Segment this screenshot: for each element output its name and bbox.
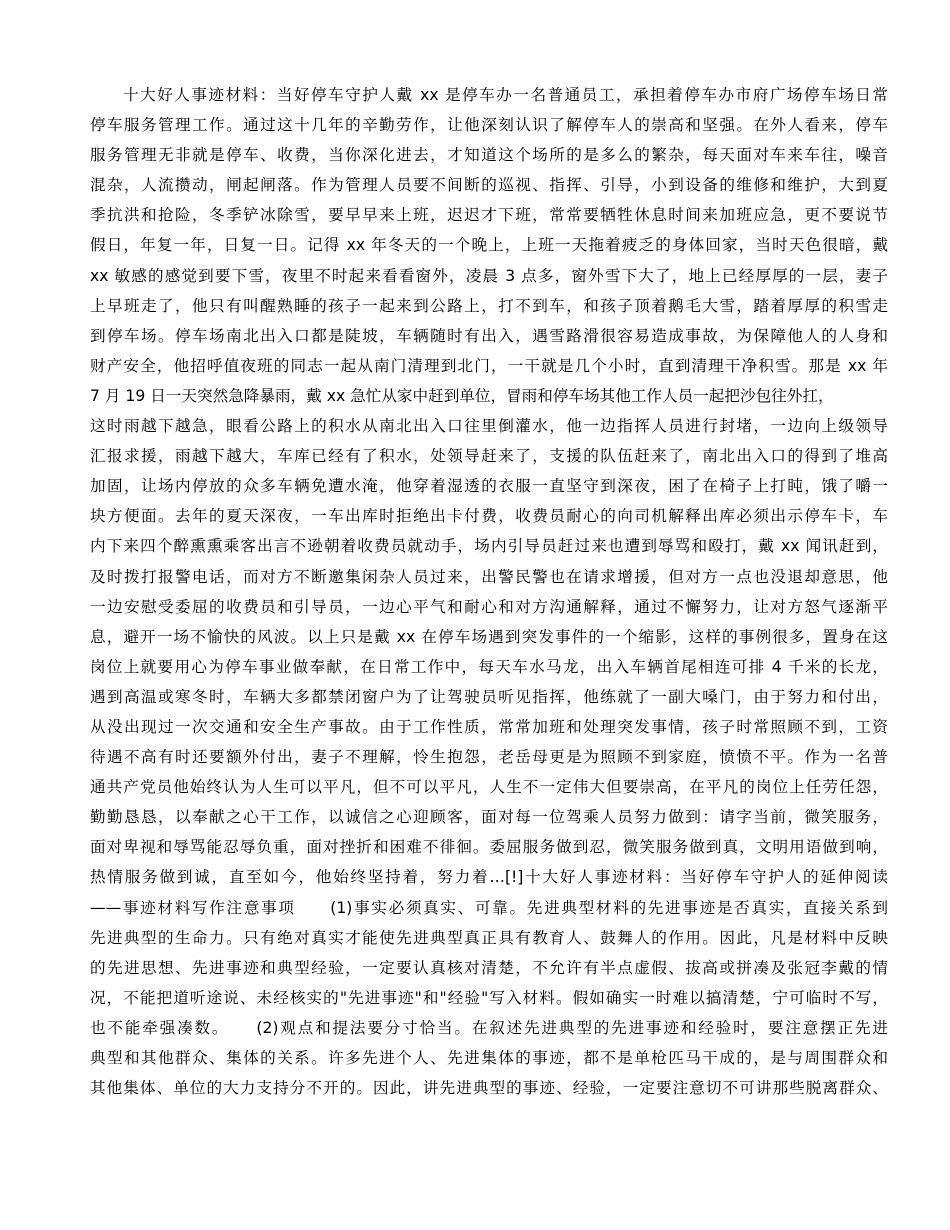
text-line: 7 月 19 日一天突然急降暴雨，戴 xx 急忙从家中赶到单位，冒雨和停车场其他工作人员一起把沙包往外扛， bbox=[90, 386, 834, 405]
text-line: 勤勤恳恳，以奉献之心干工作，以诚信之心迎顾客，面对每一位驾乘人员努力做到：请字当前，微笑服务， bbox=[90, 808, 888, 827]
text-line: 典型和其他群众、集体的关系。许多先进个人、先进集体的事迹，都不是单枪匹马干成的，是与周围群众和 bbox=[90, 1049, 888, 1067]
text-line: 内下来四个醉熏熏乘客出言不逊朝着收费员就动手，场内引导员赶过来也遭到辱骂和殴打，戴 xx 闻讯赶到， bbox=[90, 537, 888, 556]
text-line: 的先进思想、先进事迹和典型经验，一定要认真核对清楚，不允许有半点虚假、拔高或拼凑及张冠李戴的情 bbox=[90, 958, 888, 977]
text-line: 热情服务做到诚，直至如今，他始终坚持着，努力着…[!]十大好人事迹材料：当好停车守护人的延伸阅读 bbox=[90, 868, 888, 887]
text-line: 况，不能把道听途说、未经核实的"先进事迹"和"经验"写入材料。假如确实一时难以搞清楚，宁可临时不写， bbox=[90, 988, 888, 1007]
text-line: 面对卑视和辱骂能忍辱负重，面对挫折和困难不徘徊。委屈服务做到忍，微笑服务做到真，文明用语做到响， bbox=[90, 838, 888, 857]
text-line: 假日，年复一年，日复一日。记得 xx 年冬天的一个晚上，上班一天拖着疲乏的身体回家，当时天色很暗，戴 bbox=[90, 236, 888, 255]
text-line: 先进典型的生命力。只有绝对真实才能使先进典型真正具有教育人、鼓舞人的作用。因此，凡是材料中反映 bbox=[90, 928, 888, 947]
text-line: 服务管理无非就是停车、收费，当你深化进去，才知道这个场所的是多么的繁杂，每天面对车来车往，噪音 bbox=[90, 146, 888, 165]
text-line: 及时拨打报警电话，而对方不断邀集闲杂人员过来，出警民警也在请求增援，但对方一点也没退却意思，他 bbox=[90, 567, 888, 586]
text-line: 块方便面。去年的夏天深夜，一车出库时拒绝出卡付费，收费员耐心的向司机解释出库必须出示停车卡，车 bbox=[90, 507, 888, 526]
text-line: 岗位上就要用心为停车事业做奉献，在日常工作中，每天车水马龙，出入车辆首尾相连可排 4 千米的长龙， bbox=[90, 657, 888, 676]
text-line: 财产安全，他招呼值夜班的同志一起从南门清理到北门，一干就是几个小时，直到清理干净积雪。那是 xx 年 bbox=[90, 356, 888, 375]
text-line: 一边安慰受委屈的收费员和引导员，一边心平气和耐心和对方沟通解释，通过不懈努力，让对方怒气逐渐平 bbox=[90, 597, 888, 616]
text-line: 也不能牵强凑数。 (2)观点和提法要分寸恰当。在叙述先进典型的先进事迹和经验时，要注意摆正先进 bbox=[90, 1018, 888, 1037]
text-line: 汇报求援，雨越下越大，车库已经有了积水，处领导赶来了，支援的队伍赶来了，南北出入口的得到了堆高 bbox=[90, 447, 888, 466]
text-line: 十大好人事迹材料：当好停车守护人戴 xx 是停车办一名普通员工，承担着停车办市府广场停车场日常 bbox=[123, 86, 888, 104]
text-line: 停车服务管理工作。通过这十几年的辛勤劳作，让他深刻认识了解停车人的崇高和坚强。在外人看来，停车 bbox=[90, 116, 888, 135]
text-line: 息，避开一场不愉快的风波。以上只是戴 xx 在停车场遇到突发事件的一个缩影，这样的事例很多，置身在这 bbox=[90, 627, 888, 646]
document-body bbox=[90, 80, 888, 1103]
text-line: 待遇不高有时还要额外付出，妻子不理解，怜生抱怨，老岳母更是为照顾不到家庭，愤愤不平。作为一名普 bbox=[90, 748, 888, 767]
text-line: 遇到高温或寒冬时，车辆大多都禁闭窗户为了让驾驶员听见指挥，他练就了一副大嗓门，由于努力和付出， bbox=[90, 687, 888, 706]
text-line: 上早班走了，他只有叫醒熟睡的孩子一起来到公路上，打不到车，和孩子顶着鹅毛大雪，踏着厚厚的积雪走 bbox=[90, 296, 888, 315]
text-line: 混杂，人流攒动，闸起闸落。作为管理人员要不间断的巡视、指挥、引导，小到设备的维修和维护，大到夏 bbox=[90, 176, 888, 195]
text-line: 到停车场。停车场南北出入口都是陡坡，车辆随时有出入，遇雪路滑很容易造成事故，为保障他人的人身和 bbox=[90, 326, 888, 345]
text-line: ——事迹材料写作注意事项 (1)事实必须真实、可靠。先进典型材料的先进事迹是否真实，直接关系到 bbox=[90, 898, 888, 917]
text-line: 通共产党员他始终认为人生可以平凡，但不可以平凡，人生不一定伟大但要崇高，在平凡的岗位上任劳任怨， bbox=[90, 778, 888, 797]
text-line: 加固，让场内停放的众多车辆免遭水淹，他穿着湿透的衣服一直坚守到深夜，困了在椅子上打盹，饿了嚼一 bbox=[90, 477, 888, 496]
text-line: 其他集体、单位的大力支持分不开的。因此，讲先进典型的事迹、经验，一定要注意切不可讲那些脱离群众、 bbox=[90, 1079, 888, 1098]
text-line: 这时雨越下越急，眼看公路上的积水从南北出入口往里倒灌水，他一边指挥人员进行封堵，一边向上级领导 bbox=[90, 417, 888, 436]
text-line: 从没出现过一次交通和安全生产事故。由于工作性质，常常加班和处理突发事情，孩子时常照顾不到，工资 bbox=[90, 717, 888, 736]
text-line: 季抗洪和抢险，冬季铲冰除雪，要早早来上班，迟迟才下班，常常要牺牲休息时间来加班应急，更不要说节 bbox=[90, 206, 888, 225]
text-line: xx 敏感的感觉到要下雪，夜里不时起来看看窗外，凌晨 3 点多，窗外雪下大了，地上已经厚厚的一层，妻子 bbox=[90, 266, 888, 285]
